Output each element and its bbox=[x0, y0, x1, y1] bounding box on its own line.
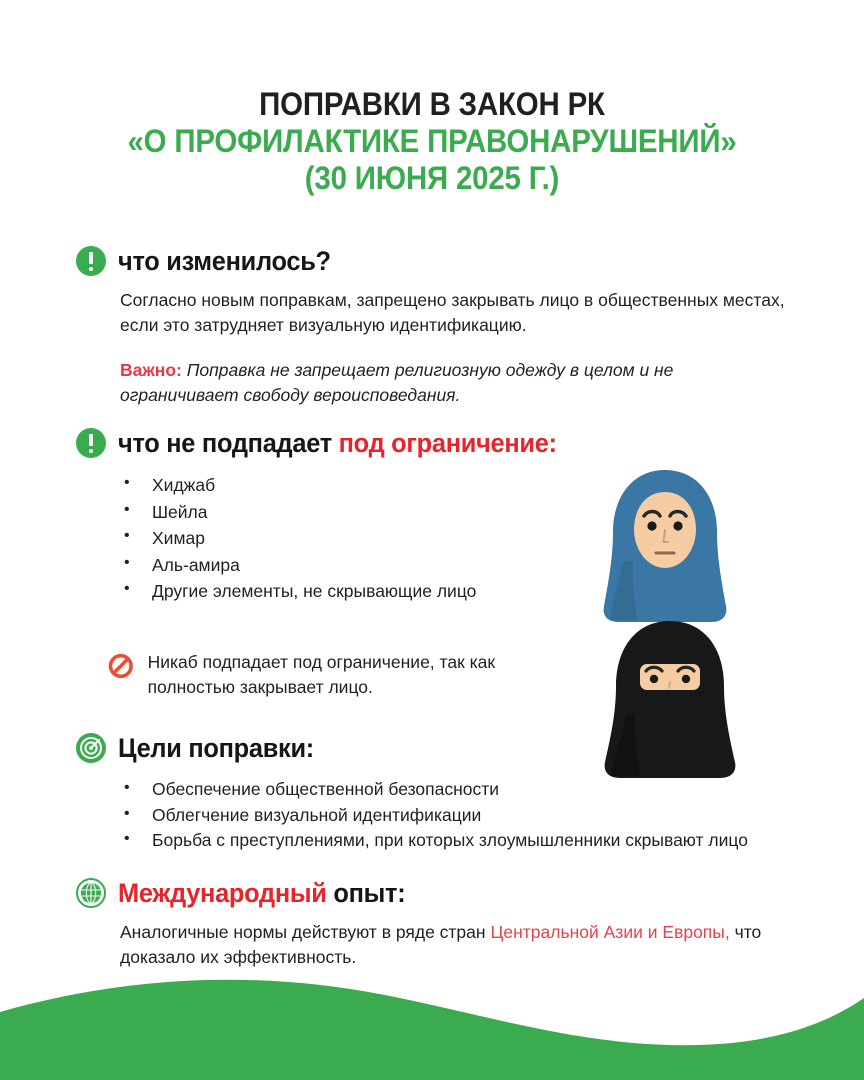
list-item: • Хиджаб bbox=[114, 472, 788, 499]
list-item: • Другие элементы, не скрывающие лицо bbox=[114, 578, 788, 605]
list-item: • Облегчение визуальной идентификации bbox=[114, 803, 836, 829]
niqab-warning-text: Никаб подпадает под ограничение, так как полностью закрывает лицо. bbox=[147, 652, 496, 697]
target-icon bbox=[76, 733, 106, 763]
list-item: • Борьба с преступлениями, при которых злоумышленники скрывают лицо bbox=[114, 828, 836, 854]
paragraph-part-1: Аналогичные нормы действуют в ряде стран bbox=[120, 922, 491, 942]
paragraph-international bbox=[120, 920, 820, 970]
list-item: • Шейла bbox=[114, 499, 788, 526]
paragraph-part-2: что доказало их эффективность. bbox=[120, 922, 762, 967]
list-goals bbox=[114, 777, 836, 854]
title-line-1: ПОПРАВКИ В ЗАКОН РК bbox=[259, 86, 605, 122]
paragraph-what-changed: Согласно новым поправкам, запрещено закрывать лицо в общественных местах, если это затрудняет визуальную идентификацию. bbox=[120, 290, 785, 335]
list-item: • Аль-амира bbox=[114, 552, 788, 579]
section-what-changed bbox=[76, 246, 788, 407]
important-label: Важно: bbox=[120, 359, 182, 380]
exclamation-icon bbox=[76, 246, 106, 276]
title-line-2: «О ПРОФИЛАКТИКЕ ПРАВОНАРУШЕНИЙ» bbox=[127, 123, 737, 160]
section-international bbox=[76, 878, 836, 970]
section-heading-what-changed bbox=[76, 246, 788, 276]
niqab-warning bbox=[108, 648, 558, 699]
important-text: Поправка не запрещает религиозную одежду в целом и не ограничивает свободу вероисповедания. bbox=[120, 359, 674, 405]
hijab-woman-illustration bbox=[590, 466, 740, 626]
paragraph-highlight: Центральной Азии и Европы, bbox=[490, 922, 730, 942]
heading-text: что не подпадает под ограничение: bbox=[118, 427, 557, 458]
globe-icon bbox=[76, 878, 106, 908]
heading-text: Международный опыт: bbox=[118, 877, 406, 908]
niqab-woman-illustration bbox=[590, 616, 750, 784]
important-note bbox=[120, 358, 720, 408]
prohibition-icon bbox=[108, 648, 134, 684]
heading-text: Цели поправки: bbox=[118, 732, 314, 763]
heading-text: что изменилось? bbox=[118, 245, 331, 276]
page-title bbox=[0, 86, 864, 197]
list-item: • Химар bbox=[114, 525, 788, 552]
section-heading-not-restricted bbox=[76, 428, 788, 458]
green-wave-decoration bbox=[0, 970, 864, 1080]
exclamation-icon bbox=[76, 428, 106, 458]
section-heading-international bbox=[76, 878, 836, 908]
list-item: • Обеспечение общественной безопасности bbox=[114, 777, 836, 803]
title-line-3: (30 ИЮНЯ 2025 Г.) bbox=[304, 160, 560, 197]
